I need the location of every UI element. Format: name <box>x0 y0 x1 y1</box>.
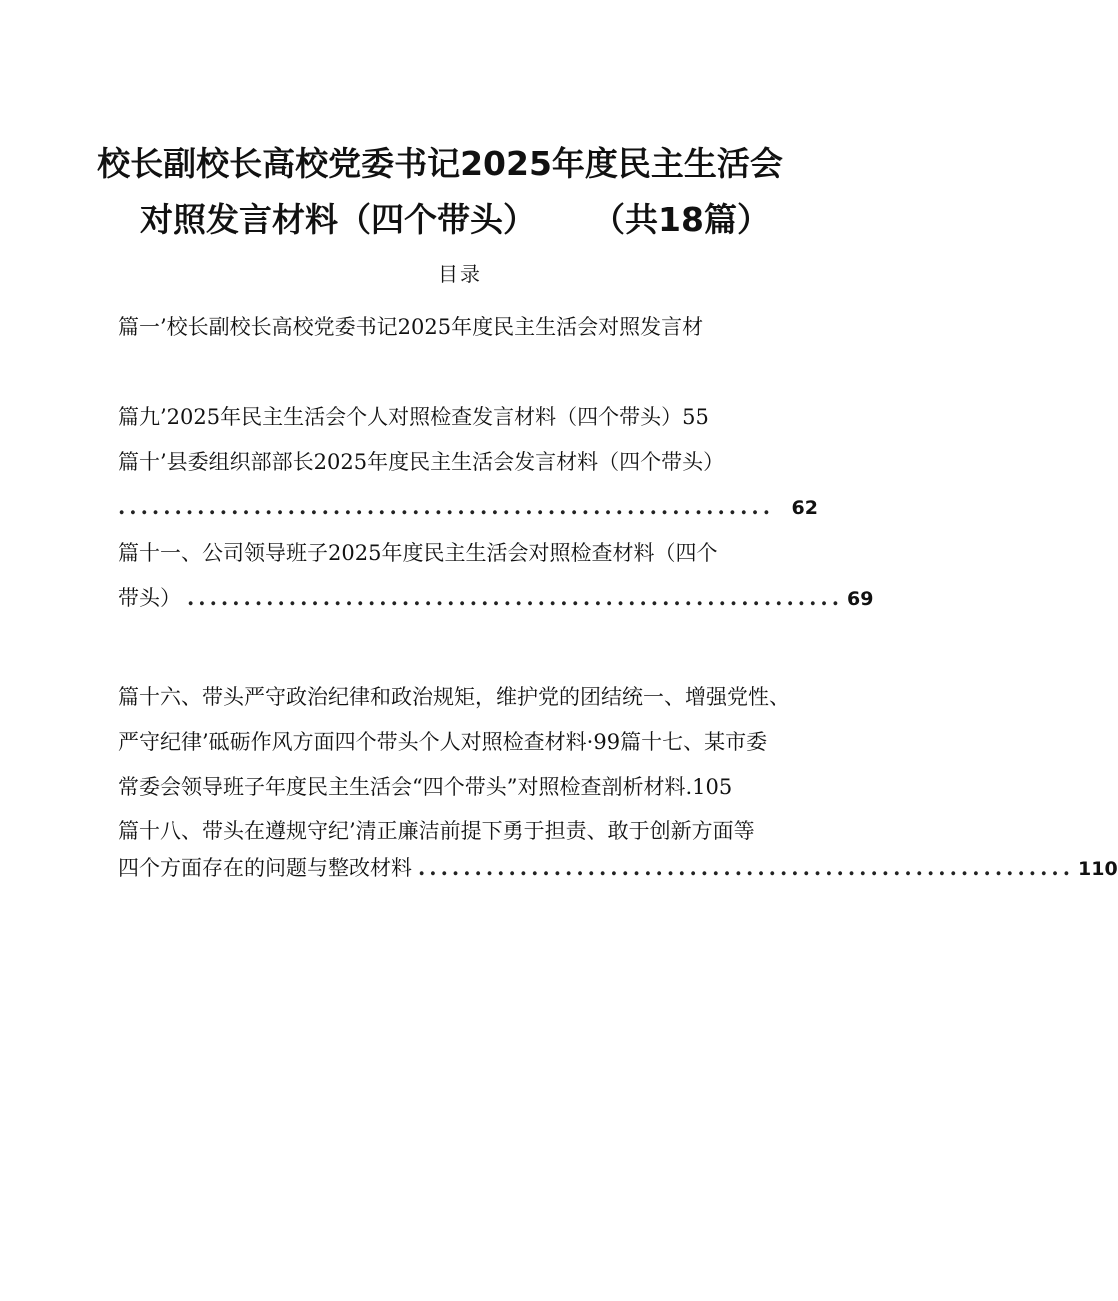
toc-entry-18-leader[interactable] <box>118 853 1118 883</box>
toc-entry-16[interactable]: 篇十六、带头严守政治纪律和政治规矩，维护党的团结统一、增强党性、 <box>118 685 790 709</box>
entry-lead-text: 带头） <box>118 586 181 610</box>
document-title-line-1: 校长副校长高校党委书记2025年度民主生活会 <box>97 144 783 183</box>
page-number: 62 <box>791 497 818 519</box>
page-number: 110 <box>1078 858 1118 880</box>
dot-leader: .......................................................... <box>187 585 844 610</box>
toc-entry-16-cont[interactable]: 严守纪律’砥砺作风方面四个带头个人对照检查材料·99篇十七、某市委 <box>118 730 768 754</box>
toc-entry-17-cont[interactable]: 常委会领导班子年度民主生活会“四个带头”对照检查剖析材料.105 <box>118 775 733 799</box>
title-main: 对照发言材料（四个带头） <box>140 200 537 239</box>
toc-entry-11[interactable]: 篇十一、公司领导班子2025年度民主生活会对照检查材料（四个 <box>118 541 718 565</box>
toc-entry-9[interactable]: 篇九’2025年民主生活会个人对照检查发言材料（四个带头）55 <box>118 405 709 429</box>
toc-entry-18[interactable]: 篇十八、带头在遵规守纪’清正廉洁前提下勇于担责、敢于创新方面等 <box>118 819 755 843</box>
toc-entry-10[interactable]: 篇十’县委组织部部长2025年度民主生活会发言材料（四个带头） <box>118 450 725 474</box>
toc-entry-10-leader[interactable] <box>118 492 818 522</box>
toc-entry-1[interactable]: 篇一’校长副校长高校党委书记2025年度民主生活会对照发言材 <box>118 315 704 339</box>
entry-lead-text: 四个方面存在的问题与整改材料 <box>118 856 412 880</box>
toc-entry-11-leader[interactable] <box>118 583 874 613</box>
dot-leader: .......................................................... <box>418 855 1075 880</box>
toc-heading: 目录 <box>438 262 482 286</box>
page-number: 69 <box>847 588 874 610</box>
dot-leader: .......................................................... <box>118 494 775 519</box>
document-title-line-2 <box>0 194 915 241</box>
title-count: （共18篇） <box>592 200 770 239</box>
